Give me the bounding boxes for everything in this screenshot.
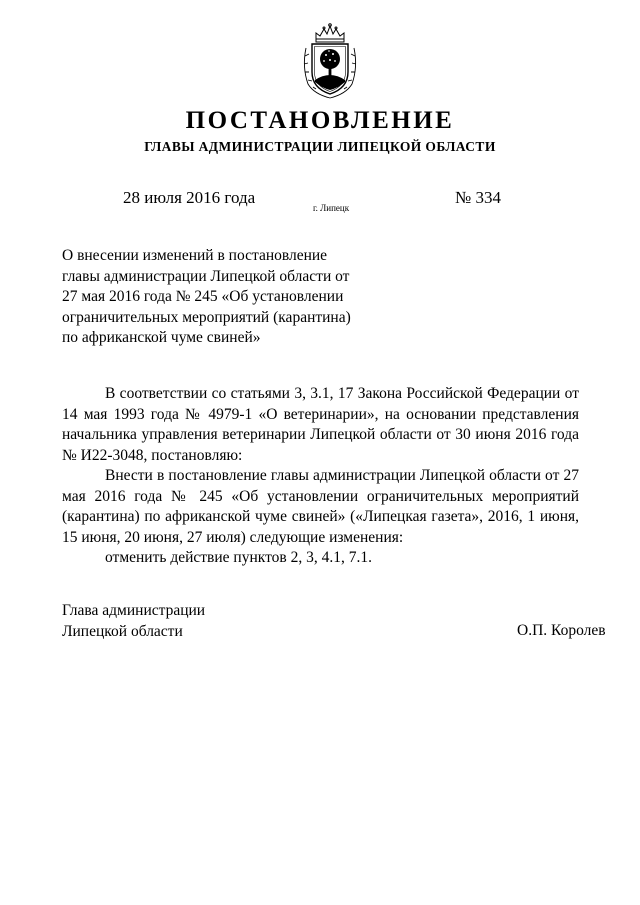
signatory-position-line: Глава администрации: [62, 602, 206, 619]
document-date: 28 июля 2016 года: [123, 188, 256, 207]
signatory-position: [62, 601, 205, 642]
signatory-name: О.П. Королев: [517, 622, 606, 639]
heading-line: главы администрации Липецкой области от: [62, 267, 350, 285]
heading-line: по африканской чуме свиней»: [62, 329, 261, 346]
body-paragraph: В соответствии со статьями 3, 3.1, 17 Закона Российской Федерации от 14 мая 1993 года № 4979-1 «О ветеринарии», на основании представления начальника управления ветеринарии Липецкой области от 30 июня 2016 года № И22-3048, постановляю:: [62, 385, 579, 464]
lipetsk-oblast-coat-of-arms-icon: [300, 22, 360, 100]
body-paragraph: отменить действие пунктов 2, 3, 4.1, 7.1.: [105, 549, 372, 566]
document-subtitle: ГЛАВЫ АДМИНИСТРАЦИИ ЛИПЕЦКОЙ ОБЛАСТИ: [144, 139, 496, 154]
body-paragraph: Внести в постановление главы администрации Липецкой области от 27 мая 2016 года № 245 «Об установлении ограничительных мероприятий (карантина) по африканской чуме свиней» («Липецкая газета», 2016, 1 июня, 15 июня, 20 июня, 27 июля) следующие изменения:: [62, 467, 579, 546]
heading-line: 27 мая 2016 года № 245 «Об установлении: [62, 288, 344, 305]
document-place: г. Липецк: [313, 203, 350, 213]
heading-line: ограничительных мероприятий (карантина): [62, 308, 351, 326]
document-body: [62, 384, 579, 569]
document-heading: [62, 246, 382, 349]
document-number: № 334: [455, 188, 501, 207]
heading-line: О внесении изменений в постановление: [62, 247, 328, 264]
signatory-position-line: Липецкой области: [62, 622, 183, 640]
document-title: ПОСТАНОВЛЕНИЕ: [185, 107, 455, 134]
